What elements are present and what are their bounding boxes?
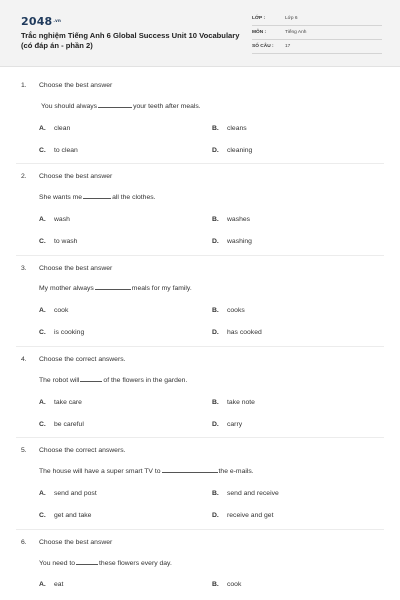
option-letter: A. [39, 307, 46, 314]
option-text: cook [227, 581, 242, 588]
page-title: Trắc nghiệm Tiếng Anh 6 Global Success Unit 10 Vocabulary (có đáp án - phần 2) [21, 31, 240, 50]
option-letter: B. [212, 399, 219, 406]
question-instruction: Choose the best answer [39, 539, 113, 546]
question-number: 5. [21, 447, 27, 454]
option-d[interactable] [212, 329, 262, 336]
sentence-before: You should always [41, 103, 98, 110]
question-divider [16, 255, 384, 256]
meta-class-label: LỚP : [252, 16, 266, 21]
question-sentence [39, 376, 187, 384]
option-letter: B. [212, 125, 219, 132]
option-text: send and post [54, 490, 97, 497]
option-letter: C. [39, 147, 46, 154]
question-sentence [39, 284, 192, 292]
answer-blank [98, 102, 132, 108]
question-number: 3. [21, 265, 27, 272]
sentence-after: all the clothes. [112, 194, 156, 201]
option-letter: D. [212, 421, 219, 428]
option-a[interactable] [39, 125, 70, 132]
option-letter: A. [39, 125, 46, 132]
question-divider [16, 346, 384, 347]
sentence-before: The house will have a super smart TV to [39, 468, 161, 475]
answer-blank [76, 559, 98, 565]
question-number: 1. [21, 82, 27, 89]
option-text: cooks [227, 307, 245, 314]
option-a[interactable] [39, 490, 97, 497]
option-b[interactable] [212, 490, 279, 497]
sentence-after: of the flowers in the garden. [103, 377, 188, 384]
question-number: 4. [21, 356, 27, 363]
option-c[interactable] [39, 512, 91, 519]
option-c[interactable] [39, 147, 78, 154]
option-c[interactable] [39, 329, 84, 336]
option-a[interactable] [39, 581, 63, 588]
option-letter: D. [212, 329, 219, 336]
question-divider [16, 163, 384, 164]
meta-subject-value: Tiếng Anh [285, 30, 307, 35]
option-text: receive and get [227, 512, 274, 519]
logo-domain: .vn [53, 18, 61, 23]
document-header [0, 0, 400, 67]
option-letter: C. [39, 421, 46, 428]
option-letter: D. [212, 147, 219, 154]
option-d[interactable] [212, 421, 242, 428]
option-b[interactable] [212, 581, 241, 588]
meta-class-value: Lớp 6 [285, 16, 298, 21]
question-divider [16, 529, 384, 530]
meta-count-label: SỐ CÂU : [252, 44, 274, 49]
option-letter: B. [212, 581, 219, 588]
question-sentence [39, 467, 254, 475]
option-letter: A. [39, 581, 46, 588]
option-a[interactable] [39, 307, 68, 314]
meta-count-value: 17 [285, 44, 291, 49]
option-text: cleans [227, 125, 247, 132]
option-letter: C. [39, 512, 46, 519]
option-letter: B. [212, 216, 219, 223]
option-d[interactable] [212, 512, 273, 519]
option-text: get and take [54, 512, 92, 519]
option-c[interactable] [39, 238, 77, 245]
question-instruction: Choose the best answer [39, 265, 113, 272]
question-instruction: Choose the correct answers. [39, 356, 126, 363]
question-sentence [41, 102, 201, 110]
option-text: wash [54, 216, 70, 223]
answer-blank [95, 284, 131, 290]
option-letter: A. [39, 399, 46, 406]
option-text: washing [227, 238, 252, 245]
site-logo[interactable] [21, 15, 61, 28]
meta-count-row [252, 42, 382, 54]
question-instruction: Choose the best answer [39, 173, 113, 180]
option-text: is cooking [54, 329, 85, 336]
meta-subject-label: MÔN : [252, 30, 267, 35]
option-text: has cooked [227, 329, 262, 336]
option-b[interactable] [212, 216, 250, 223]
question-number: 2. [21, 173, 27, 180]
option-letter: A. [39, 490, 46, 497]
question-instruction: Choose the correct answers. [39, 447, 126, 454]
sentence-before: She wants me [39, 194, 83, 201]
option-letter: A. [39, 216, 46, 223]
question-divider [16, 437, 384, 438]
answer-blank [80, 376, 102, 382]
option-b[interactable] [212, 399, 255, 406]
sentence-before: The robot will [39, 377, 80, 384]
sentence-after: your teeth after meals. [133, 103, 201, 110]
option-text: to clean [54, 147, 78, 154]
option-text: cleaning [227, 147, 253, 154]
option-b[interactable] [212, 307, 245, 314]
option-b[interactable] [212, 125, 247, 132]
option-a[interactable] [39, 216, 70, 223]
sentence-after: these flowers every day. [99, 560, 172, 567]
option-text: send and receive [227, 490, 279, 497]
sentence-after: the e-mails. [218, 468, 254, 475]
option-c[interactable] [39, 421, 84, 428]
answer-blank [83, 193, 111, 199]
option-text: eat [54, 581, 64, 588]
option-letter: B. [212, 490, 219, 497]
meta-class-row [252, 14, 382, 26]
question-number: 6. [21, 539, 27, 546]
option-d[interactable] [212, 147, 252, 154]
option-letter: C. [39, 329, 46, 336]
option-text: washes [227, 216, 251, 223]
option-letter: D. [212, 238, 219, 245]
option-text: carry [227, 421, 243, 428]
option-letter: D. [212, 512, 219, 519]
option-letter: C. [39, 238, 46, 245]
option-text: to wash [54, 238, 78, 245]
option-letter: B. [212, 307, 219, 314]
option-text: be careful [54, 421, 84, 428]
option-text: cook [54, 307, 69, 314]
sentence-before: My mother always [39, 285, 94, 292]
sentence-after: meals for my family. [131, 285, 192, 292]
question-sentence [39, 559, 172, 567]
meta-subject-row [252, 28, 382, 40]
answer-blank [162, 467, 218, 473]
question-sentence [39, 193, 156, 201]
option-text: take care [54, 399, 82, 406]
option-text: clean [54, 125, 71, 132]
option-a[interactable] [39, 399, 82, 406]
option-text: take note [227, 399, 255, 406]
question-instruction: Choose the best answer [39, 82, 113, 89]
option-d[interactable] [212, 238, 252, 245]
sentence-before: You need to [39, 560, 76, 567]
logo-text: 2048 [21, 15, 53, 28]
